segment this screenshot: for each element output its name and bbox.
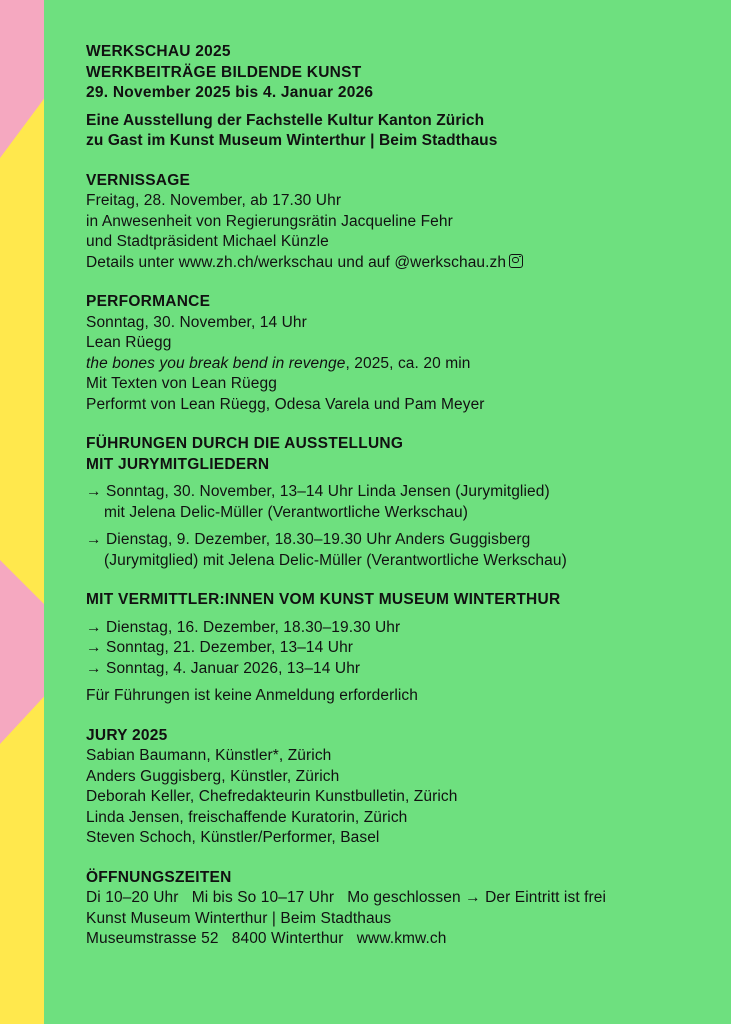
mediator-item: → Sonntag, 4. Januar 2026, 13–14 Uhr [86, 659, 361, 677]
jury-member: Steven Schoch, Künstler/Performer, Basel [86, 829, 380, 846]
performance-work-title: the bones you break bend in revenge [86, 354, 346, 372]
subtitle-venue: zu Gast im Kunst Museum Winterthur | Beim Stadthaus [86, 132, 498, 149]
opening-hours-times: Di 10–20 Uhr Mi bis So 10–17 Uhr Mo geschlossen → Der Eintritt ist frei [86, 889, 607, 906]
mediators-title: MIT VERMITTLER:INNEN VOM KUNST MUSEUM WINTERTHUR [86, 591, 561, 608]
performance-date: Sonntag, 30. November, 14 Uhr [86, 313, 307, 331]
performance-title: PERFORMANCE [86, 293, 211, 310]
mediator-item: → Dienstag, 16. Dezember, 18.30–19.30 Uhr [86, 618, 401, 636]
opening-hours-address: Museumstrasse 52 8400 Winterthur www.kmw.ch [86, 930, 447, 947]
tour-item: → Sonntag, 30. November, 13–14 Uhr Linda Jensen (Jurymitglied) [86, 483, 550, 500]
instagram-icon [509, 254, 523, 268]
jury-member: Anders Guggisberg, Künstler, Zürich [86, 767, 340, 785]
jury-title: JURY 2025 [86, 726, 168, 744]
spacer [86, 611, 696, 618]
header-block [86, 42, 696, 152]
vernissage-guest-2: und Stadtpräsident Michael Künzle [86, 233, 329, 250]
performance-texts: Mit Texten von Lean Rüegg [86, 375, 277, 392]
tour-item-cont: (Jurymitglied) mit Jelena Delic-Müller (Verantwortliche Werkschau) [104, 551, 567, 569]
performance-work-meta: , 2025, ca. 20 min [345, 354, 471, 372]
jury-block [86, 726, 696, 849]
vernissage-date: Freitag, 28. November, ab 17.30 Uhr [86, 192, 342, 209]
tours-title-line1: FÜHRUNGEN DURCH DIE AUSSTELLUNG [86, 435, 404, 452]
tours-block [86, 434, 696, 571]
mediators-block [86, 590, 696, 707]
spacer [86, 475, 696, 482]
spacer [86, 679, 696, 686]
jury-member: Sabian Baumann, Künstler*, Zürich [86, 747, 332, 764]
vernissage-block [86, 171, 696, 274]
subtitle-organizer: Eine Ausstellung der Fachstelle Kultur Kanton Zürich [86, 111, 485, 129]
performance-work [86, 354, 696, 375]
vernissage-guest-1: in Anwesenheit von Regierungsrätin Jacqueline Fehr [86, 212, 453, 230]
tours-title-line2: MIT JURYMITGLIEDERN [86, 455, 270, 473]
title-werkschau: WERKSCHAU 2025 [86, 43, 231, 60]
opening-hours-venue: Kunst Museum Winterthur | Beim Stadthaus [86, 909, 392, 927]
title-werkbeitraege: WERKBEITRÄGE BILDENDE KUNST [86, 63, 362, 81]
vernissage-details-text: Details unter www.zh.ch/werkschau und auf @werkschau.zh [86, 253, 507, 271]
performance-block [86, 292, 696, 415]
poster-text-content [86, 42, 696, 950]
tour-item-cont: mit Jelena Delic-Müller (Verantwortliche Werkschau) [104, 503, 469, 521]
spacer [86, 523, 696, 530]
mediators-note: Für Führungen ist keine Anmeldung erforderlich [86, 687, 418, 704]
mediator-item: → Sonntag, 21. Dezember, 13–14 Uhr [86, 639, 354, 656]
jury-member: Deborah Keller, Chefredakteurin Kunstbulletin, Zürich [86, 788, 458, 805]
opening-hours-block [86, 868, 696, 950]
performance-artist: Lean Rüegg [86, 334, 172, 351]
jury-member: Linda Jensen, freischaffende Kuratorin, Zürich [86, 808, 408, 826]
spacer [86, 104, 696, 111]
opening-hours-title: ÖFFNUNGSZEITEN [86, 868, 232, 886]
green-edge-strip [44, 0, 52, 1024]
title-dates: 29. November 2025 bis 4. Januar 2026 [86, 84, 374, 101]
vernissage-details [86, 253, 696, 274]
performance-performers: Performt von Lean Rüegg, Odesa Varela und Pam Meyer [86, 395, 485, 413]
vernissage-title: VERNISSAGE [86, 171, 191, 189]
tour-item: → Dienstag, 9. Dezember, 18.30–19.30 Uhr Anders Guggisberg [86, 531, 531, 548]
